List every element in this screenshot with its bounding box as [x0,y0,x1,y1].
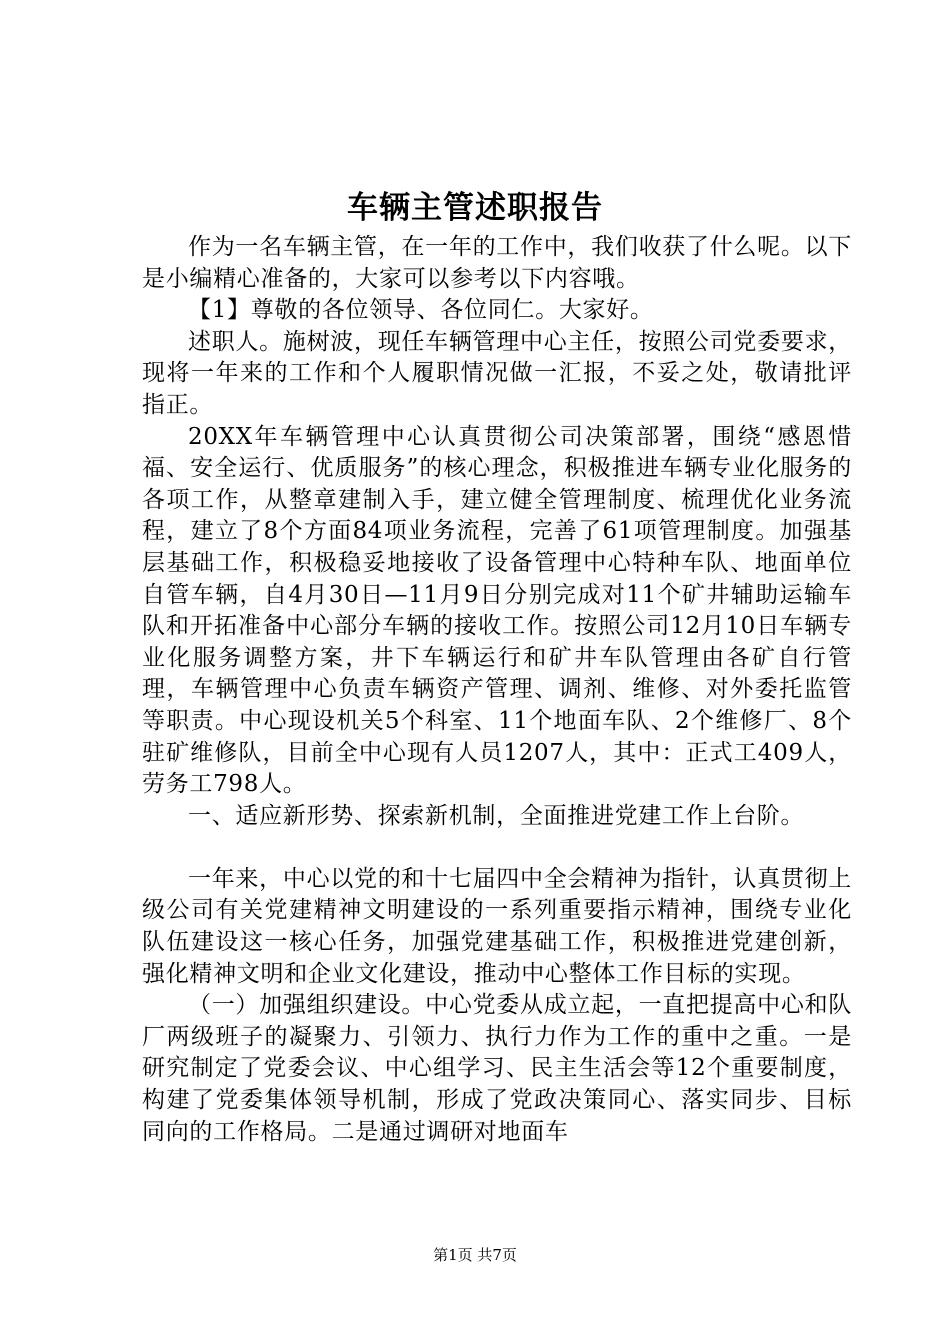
paragraph-annual-summary: 20XX年车辆管理中心认真贯彻公司决策部署，围绕“感恩惜福、安全运行、优质服务”的核心理念，积极推进车辆专业化服务的各项工作，从整章建制入手，建立健全管理制度、梳理优化业务流程，建立了8个方面84项业务流程，完善了61项管理制度。加强基层基础工作，积极稳妥地接收了设备管理中心特种车队、地面单位自管车辆，自4月30日—11月9日分别完成对11个矿井辅助运输车队和开拓准备中心部分车辆的接收工作。按照公司12月10日车辆专业化服务调整方案，井下车辆运行和矿井车队管理由各矿自行管理，车辆管理中心负责车辆资产管理、调剂、维修、对外委托监管等职责。中心现设机关5个科室、11个地面车队、2个维修厂、8个驻矿维修队，目前全中心现有人员1207人，其中：正式工409人，劳务工798人。 [142,423,852,798]
paragraph-organization: （一）加强组织建设。中心党委从成立起，一直把提高中心和队厂两级班子的凝聚力、引领力、执行力作为工作的重中之重。一是研究制定了党委会议、中心组学习、民主生活会等12个重要制度，构建了党委集体领导机制，形成了党政决策同心、落实同步、目标同向的工作格局。二是通过调研对地面车 [142,992,852,1145]
paragraph-party-work: 一年来，中心以党的和十七届四中全会精神为指针，认真贯彻上级公司有关党建精神文明建设的一系列重要指示精神，围绕专业化队伍建设这一核心任务，加强党建基础工作，积极推进党建创新，强化精神文明和企业文化建设，推动中心整体工作目标的实现。 [142,865,852,987]
paragraph-greeting: 【1】尊敬的各位领导、各位同仁。大家好。 [188,297,654,324]
paragraph-reporter: 述职人。施树波，现任车辆管理中心主任，按照公司党委要求，现将一年来的工作和个人履职情况做一汇报，不妥之处，敬请批评指正。 [142,328,852,418]
page-number-footer: 第1页 共7页 [433,1246,517,1264]
paragraph-intro: 作为一名车辆主管，在一年的工作中，我们收获了什么呢。以下是小编精心准备的，大家可以参考以下内容哦。 [142,234,852,292]
section-heading-1: 一、适应新形势、探索新机制，全面推进党建工作上台阶。 [188,802,805,829]
document-title: 车辆主管述职报告 [347,190,603,226]
document-body [142,232,852,1148]
